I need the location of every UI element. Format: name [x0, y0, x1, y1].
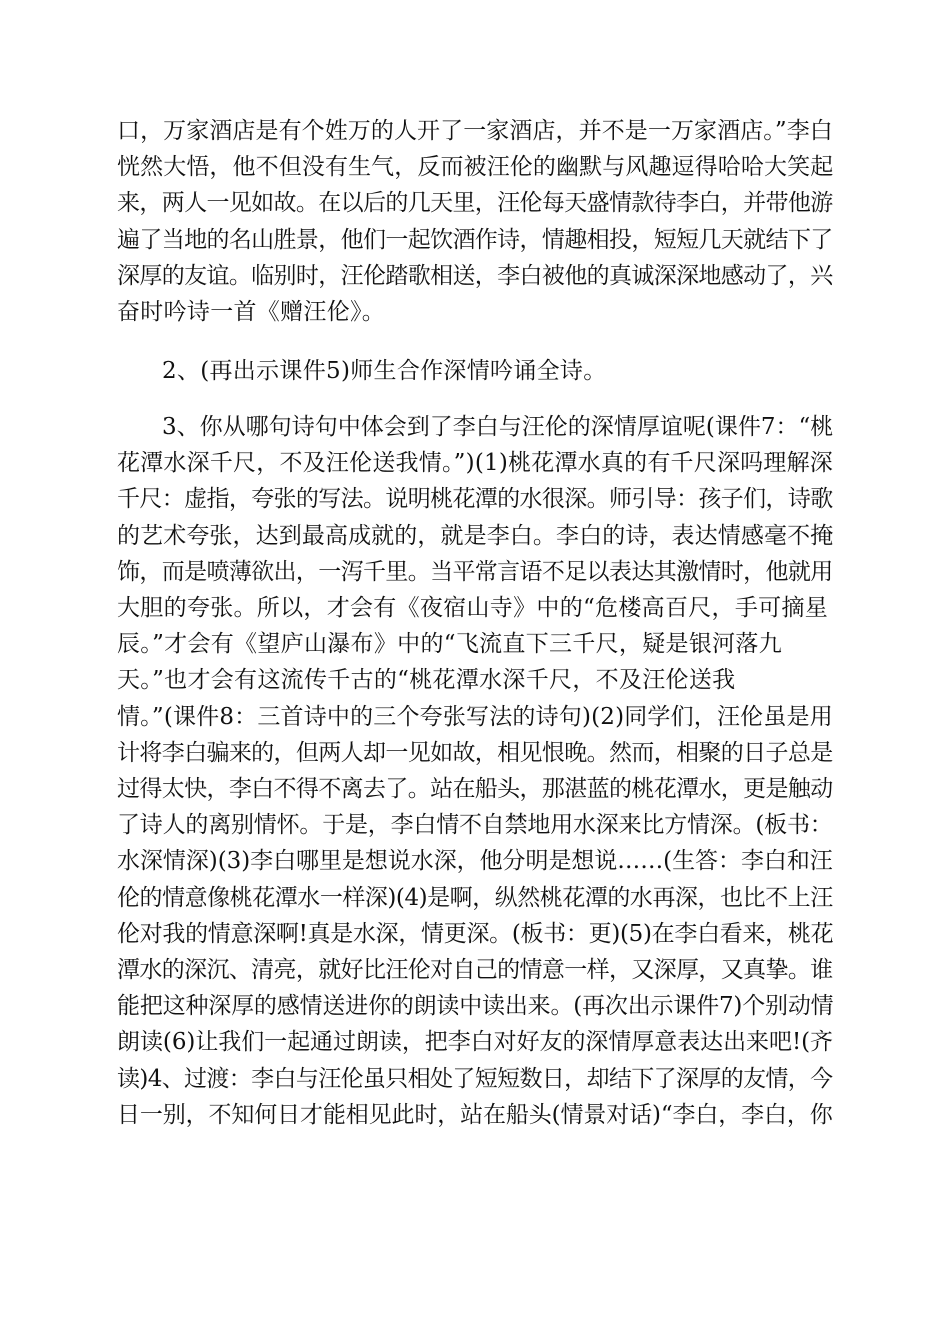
text-line: 伦对我的情意深啊!真是水深，情更深。(板书：更)(5)在李白看来，桃花 [117, 921, 834, 947]
text-line: 潭水的深沉、清亮，就好比汪伦对自己的情意一样，又深厚，又真挚。谁 [117, 957, 833, 983]
text-line: 天。”也才会有这流传千古的“桃花潭水深千尺，不及汪伦送我 [117, 667, 736, 693]
paragraph-3-line: 3、你从哪句诗句中体会到了李白与汪伦的深情厚谊呢(课件7：“桃 [162, 414, 834, 440]
text-line: 遍了当地的名山胜景，他们一起饮酒作诗，情趣相投，短短几天就结下了 [117, 227, 833, 253]
text-line: 奋时吟诗一首《赠汪伦》。 [117, 299, 386, 325]
text-line: 水深情深)(3)李白哪里是想说水深，他分明是想说……(生答：李白和汪 [117, 848, 833, 874]
text-line: 计将李白骗来的，但两人却一见如故，相见恨晚。然而，相聚的日子总是 [117, 740, 833, 766]
text-line: 口，万家酒店是有个姓万的人开了一家酒店，并不是一万家酒店。”李白 [117, 118, 833, 144]
text-line: 大胆的夸张。所以，才会有《夜宿山寺》中的“危楼高百尺，手可摘星 [117, 595, 829, 621]
text-line: 读)4、过渡：李白与汪伦虽只相处了短短数日，却结下了深厚的友情，今 [117, 1066, 833, 1092]
paragraph-2-line: 2、(再出示课件5)师生合作深情吟诵全诗。 [162, 358, 607, 384]
text-line: 情。”(课件8：三首诗中的三个夸张写法的诗句)(2)同学们，汪伦虽是用 [117, 704, 833, 730]
text-line: 过得太快，李白不得不离去了。站在船头，那湛蓝的桃花潭水，更是触动 [117, 776, 833, 802]
text-line: 朗读(6)让我们一起通过朗读，把李白对好友的深情厚意表达出来吧!(齐 [117, 1029, 833, 1055]
text-line: 千尺：虚指，夸张的写法。说明桃花潭的水很深。师引导：孩子们，诗歌 [117, 486, 833, 512]
text-line: 了诗人的离别情怀。于是，李白情不自禁地用水深来比方情深。(板书： [117, 812, 833, 838]
text-line: 辰。”才会有《望庐山瀑布》中的“飞流直下三千尺，疑是银河落九 [117, 631, 783, 657]
text-line: 日一别，不知何日才能相见此时，站在船头(情景对话)“李白，李白，你 [117, 1102, 833, 1128]
text-line: 来，两人一见如故。在以后的几天里，汪伦每天盛情款待李白，并带他游 [117, 190, 833, 216]
text-line: 的艺术夸张，达到最高成就的，就是李白。李白的诗，表达情感毫不掩 [117, 523, 834, 549]
text-line: 花潭水深千尺，不及汪伦送我情。”)(1)桃花潭水真的有千尺深吗理解深 [117, 450, 834, 476]
text-line: 深厚的友谊。临别时，汪伦踏歌相送，李白被他的真诚深深地感动了，兴 [117, 263, 833, 289]
text-line: 恍然大悟，他不但没有生气，反而被汪伦的幽默与风趣逗得哈哈大笑起 [117, 154, 834, 180]
text-line: 能把这种深厚的感情送进你的朗读中读出来。(再次出示课件7)个别动情 [117, 993, 834, 1019]
text-line: 伦的情意像桃花潭水一样深)(4)是啊，纵然桃花潭的水再深，也比不上汪 [117, 885, 833, 911]
text-line: 饰，而是喷薄欲出，一泻千里。当平常言语不足以表达其激情时，他就用 [117, 559, 833, 585]
